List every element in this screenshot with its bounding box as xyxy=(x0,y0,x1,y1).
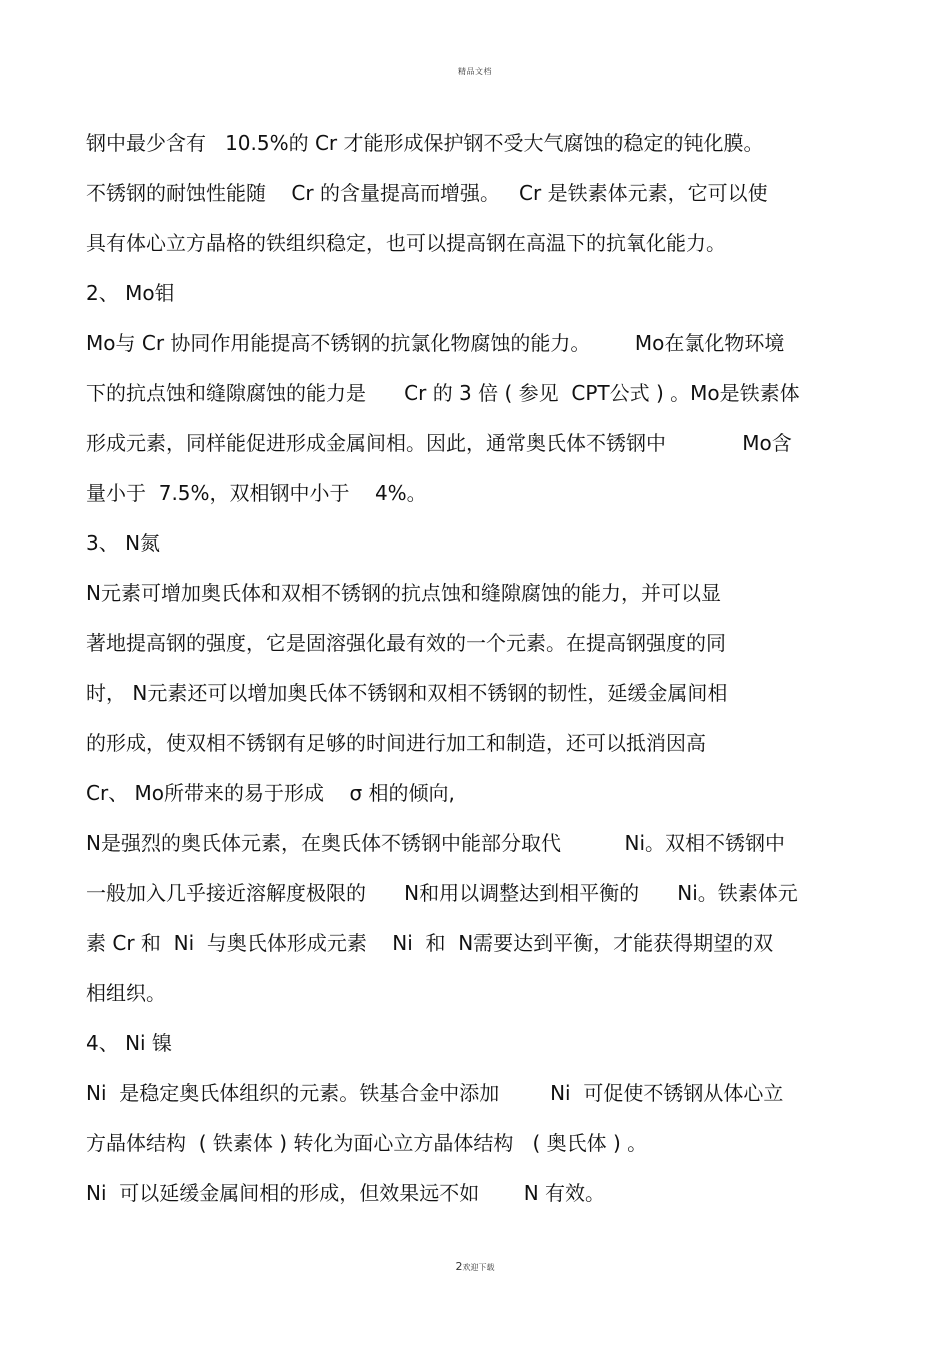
footer-text: 欢迎下载 xyxy=(462,1263,495,1272)
text-line: 不锈钢的耐蚀性能随 Cr 的含量提高而增强。 Cr 是铁素体元素，它可以使 xyxy=(86,181,768,205)
text-line: Cr、 Mo所带来的易于形成 σ 相的倾向, xyxy=(86,781,455,805)
section-heading: 3、 N氮 xyxy=(86,531,161,555)
text-line: 下的抗点蚀和缝隙腐蚀的能力是 Cr 的 3 倍 ( 参见 CPT公式 ) 。Mo是铁素体 xyxy=(86,381,800,405)
text-line: 的形成，使双相不锈钢有足够的时间进行加工和制造，还可以抵消因高 xyxy=(86,731,706,755)
text-line: 方晶体结构 ( 铁素体 ) 转化为面心立方晶体结构 ( 奥氏体 ) 。 xyxy=(86,1131,648,1155)
text-line: 形成元素，同样能促进形成金属间相。因此，通常奥氏体不锈钢中 Mo含 xyxy=(86,431,792,455)
page-number: 2 xyxy=(455,1260,463,1273)
section-heading: 2、 Mo钼 xyxy=(86,281,175,305)
text-line: 素 Cr 和 Ni 与奥氏体形成元素 Ni 和 N需要达到平衡，才能获得期望的双 xyxy=(86,931,774,955)
text-line: Ni 是稳定奥氏体组织的元素。铁基合金中添加 Ni 可促使不锈钢从体心立 xyxy=(86,1081,784,1105)
text-line: N元素可增加奥氏体和双相不锈钢的抗点蚀和缝隙腐蚀的能力，并可以显 xyxy=(86,581,721,605)
page-header: 精品文档 xyxy=(458,67,492,76)
section-heading: 4、 Ni 镍 xyxy=(86,1031,172,1055)
page-footer xyxy=(0,1260,950,1273)
text-line: 时， N元素还可以增加奥氏体不锈钢和双相不锈钢的韧性，延缓金属间相 xyxy=(86,681,728,705)
text-line: N是强烈的奥氏体元素，在奥氏体不锈钢中能部分取代 Ni。双相不锈钢中 xyxy=(86,831,786,855)
text-line: 著地提高钢的强度，它是固溶强化最有效的一个元素。在提高钢强度的同 xyxy=(86,631,726,655)
text-line: 量小于 7.5%，双相钢中小于 4%。 xyxy=(86,481,427,505)
text-line: 一般加入几乎接近溶解度极限的 N和用以调整达到相平衡的 Ni。铁素体元 xyxy=(86,881,798,905)
text-line: Mo与 Cr 协同作用能提高不锈钢的抗氯化物腐蚀的能力。 Mo在氯化物环境 xyxy=(86,331,785,355)
text-line: 钢中最少含有 10.5%的 Cr 才能形成保护钢不受大气腐蚀的稳定的钝化膜。 xyxy=(86,131,764,155)
text-line: Ni 可以延缓金属间相的形成，但效果远不如 N 有效。 xyxy=(86,1181,606,1205)
text-line: 相组织。 xyxy=(86,981,166,1005)
text-line: 具有体心立方晶格的铁组织稳定，也可以提高钢在高温下的抗氧化能力。 xyxy=(86,231,726,255)
